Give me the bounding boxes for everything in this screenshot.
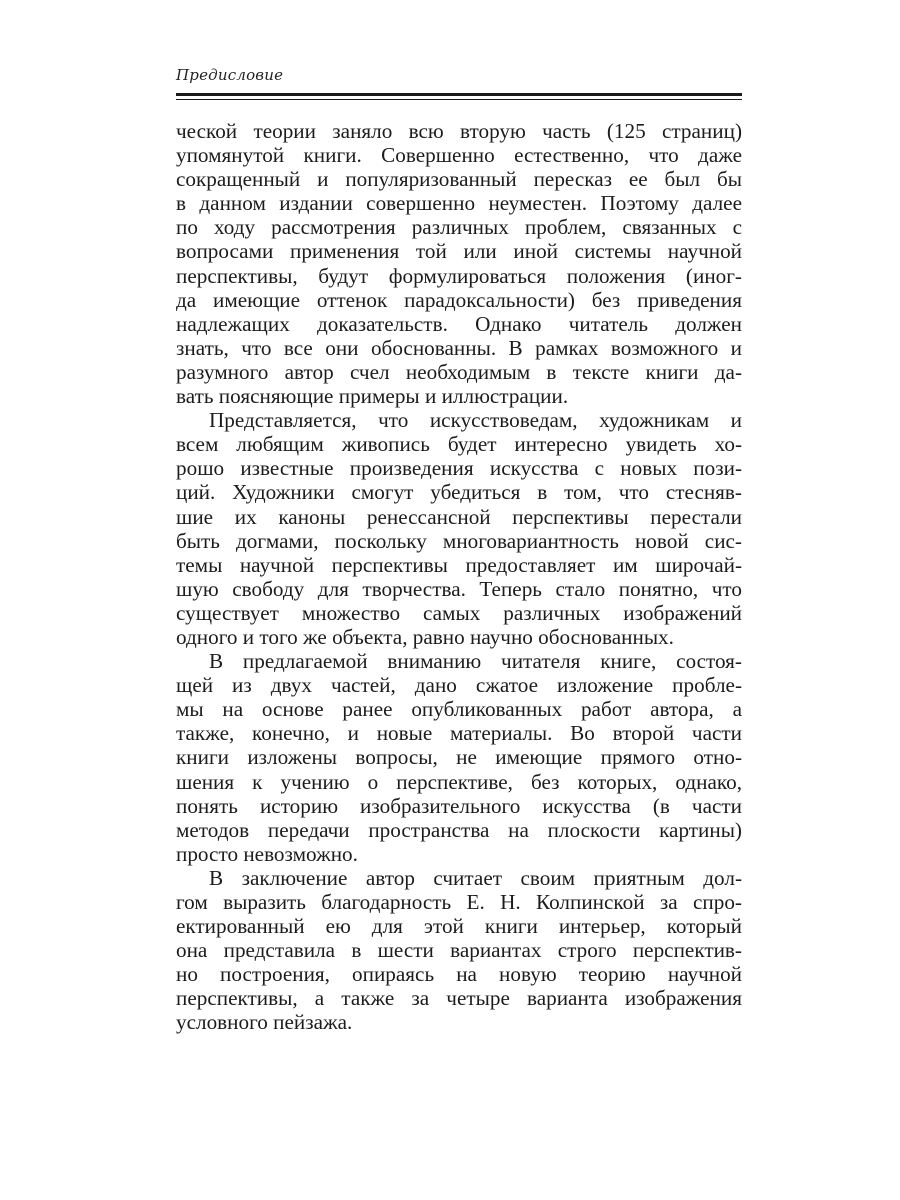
header-rule-thick (176, 93, 742, 96)
text-line: методов передачи пространства на плоскости картины) (176, 817, 742, 842)
text-line: сокращенный и популяризованный пересказ ее был бы (176, 167, 742, 192)
text-line: ческой теории заняло всю вторую часть (125 страниц) (176, 119, 742, 143)
paragraph-3 (176, 649, 742, 866)
text-line: по ходу рассмотрения различных проблем, связанных с (176, 215, 742, 240)
text-line: темы научной перспективы предоставляет им широчай- (176, 552, 742, 577)
text-line: условного пейзажа. (176, 1010, 353, 1035)
text-line: ектированный ею для этой книги интерьер, который (176, 914, 742, 939)
text-line: да имеющие оттенок парадоксальности) без приведения (176, 287, 742, 312)
paragraph-2 (176, 408, 742, 649)
header-rule-thin (176, 99, 742, 100)
text-line: существует множество самых различных изображений (176, 600, 742, 625)
text-line: В предлагаемой вниманию читателя книге, состоя- (209, 649, 742, 674)
text-line: разумного автор счел необходимым в тексте книги да- (176, 359, 742, 384)
text-line: шения к учению о перспективе, без которых, однако, (176, 769, 742, 794)
text-line: одного и того же объекта, равно научно обоснованных. (176, 624, 674, 649)
text-line: перспективы, будут формулироваться положения (иног- (176, 263, 742, 288)
text-line: но построения, опираясь на новую теорию научной (176, 962, 742, 987)
text-line: надлежащих доказательств. Однако читатель должен (176, 311, 742, 336)
text-line: Представляется, что искусствоведам, художникам и (209, 408, 742, 433)
body-text (176, 119, 742, 1035)
text-line: щей из двух частей, дано сжатое изложение пробле- (176, 673, 742, 698)
text-line: гом выразить благодарность Е. Н. Колпинской за спро- (176, 890, 742, 914)
text-line: перспективы, а также за четыре варианта изображения (176, 986, 742, 1011)
running-head: Предисловие (176, 66, 284, 84)
paragraph-4 (176, 866, 742, 1035)
text-line: мы на основе ранее опубликованных работ автора, а (176, 697, 742, 722)
text-line: также, конечно, и новые материалы. Во второй части (176, 721, 742, 746)
text-line: шие их каноны ренессансной перспективы перестали (176, 504, 742, 529)
text-line: знать, что все они обоснованны. В рамках возможного и (176, 335, 742, 360)
text-line: всем любящим живопись будет интересно увидеть хо- (176, 432, 742, 457)
text-line: шую свободу для творчества. Теперь стало понятно, что (176, 576, 742, 601)
text-line: понять историю изобразительного искусства (в части (176, 793, 742, 818)
text-line: В заключение автор считает своим приятным дол- (209, 865, 742, 890)
text-line: вопросами применения той или иной системы научной (176, 239, 742, 264)
text-line: рошо известные произведения искусства с новых пози- (176, 456, 742, 481)
text-line: она представила в шести вариантах строго перспектив- (176, 938, 742, 963)
text-line: вать поясняющие примеры и иллюстрации. (176, 384, 569, 409)
text-line: быть догмами, поскольку многовариантность новой сис- (176, 528, 742, 553)
paragraph-1 (176, 119, 742, 408)
text-line: книги изложены вопросы, не имеющие прямого отно- (176, 745, 742, 770)
text-line: ций. Художники смогут убедиться в том, что стесняв- (176, 480, 742, 505)
text-line: упомянутой книги. Совершенно естественно, что даже (176, 143, 742, 168)
text-line: в данном издании совершенно неуместен. Поэтому далее (176, 191, 742, 216)
text-line: просто невозможно. (176, 841, 358, 866)
